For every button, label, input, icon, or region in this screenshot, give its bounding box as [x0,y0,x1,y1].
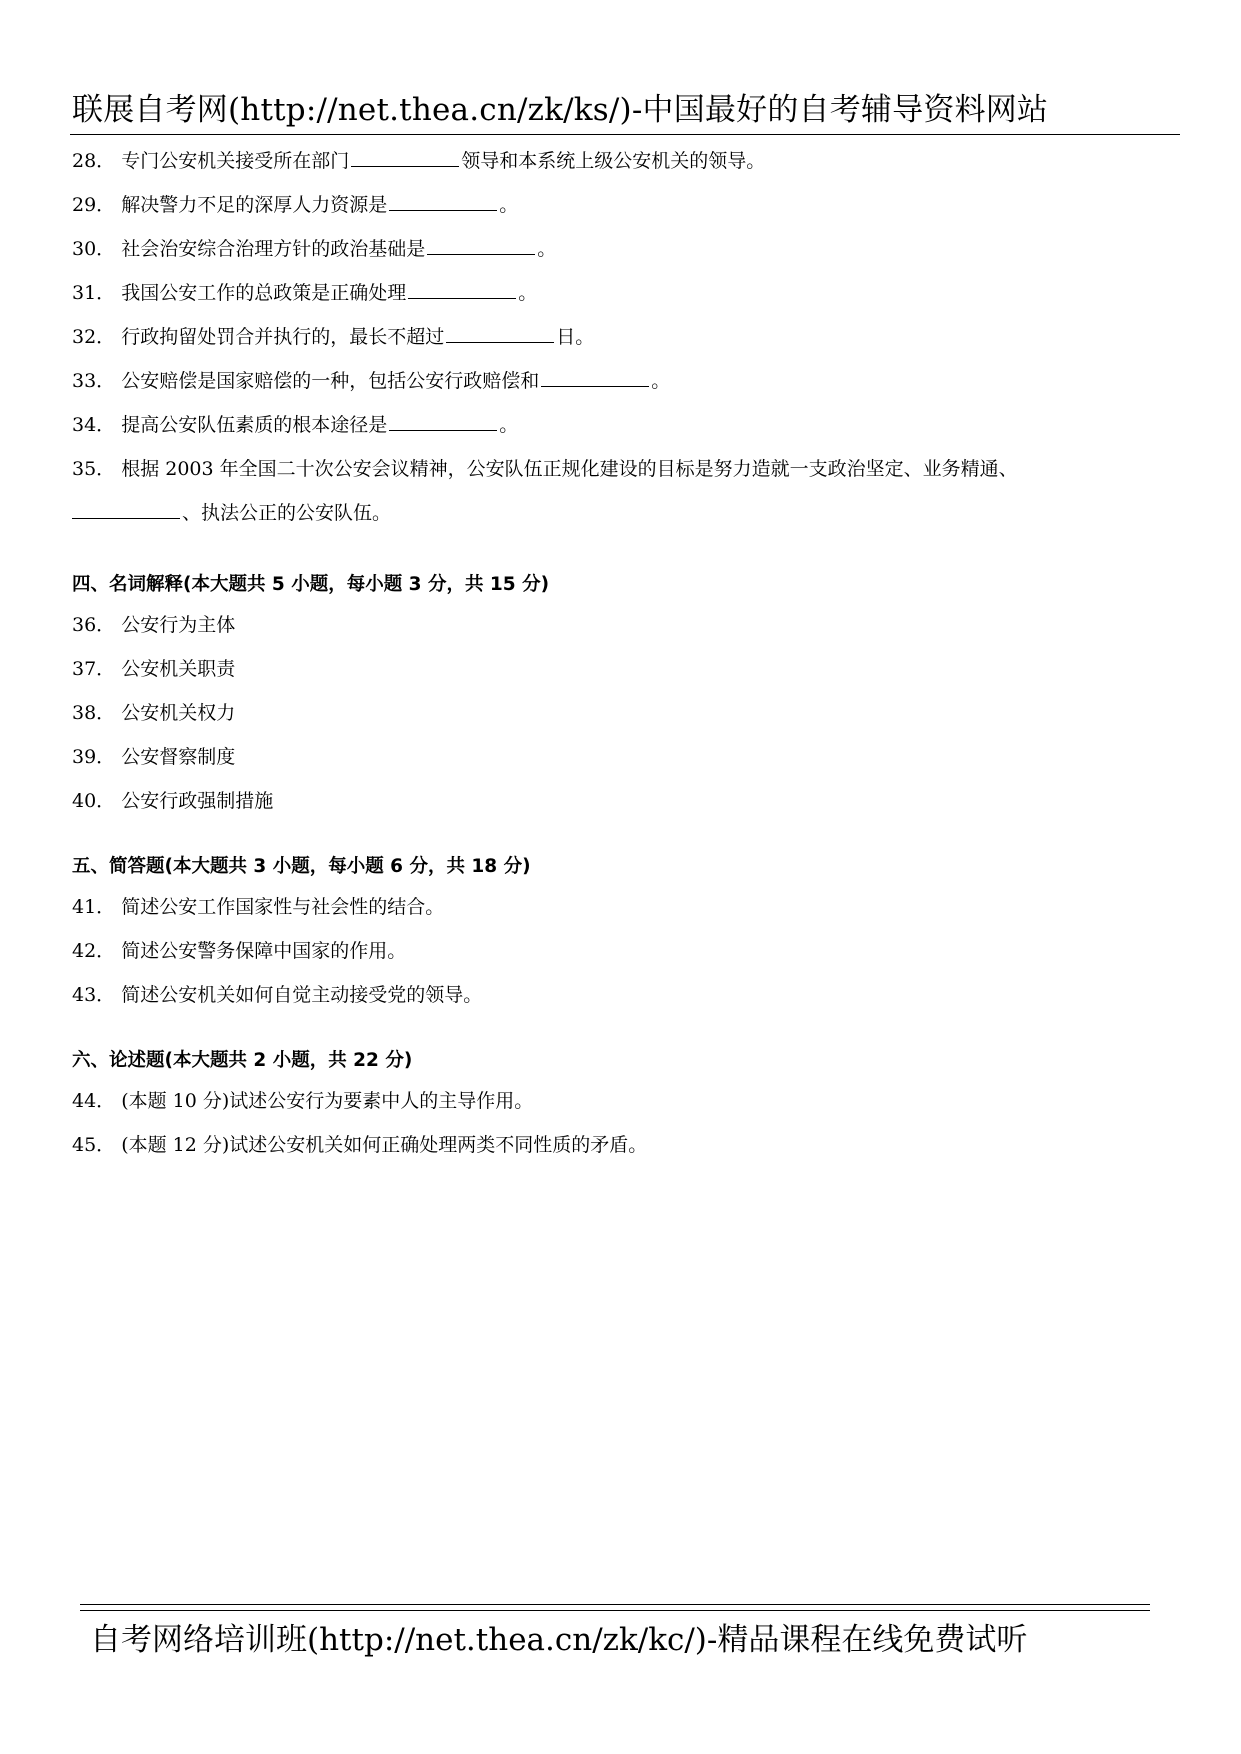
question-number: 43． [72,984,116,1006]
question-number: 45． [72,1134,116,1156]
question-28 [72,148,1182,174]
question-text: 行政拘留处罚合并执行的，最长不超过 [121,326,445,348]
question-number: 37． [72,658,116,680]
question-text: 专门公安机关接受所在部门 [121,150,350,172]
question-32 [72,324,1182,350]
answer-blank [72,500,180,519]
question-number: 33． [72,370,116,392]
short-answer-question [72,938,1182,964]
term-question [72,744,1182,770]
term-question [72,656,1182,682]
question-number: 32． [72,326,116,348]
short-answer-question [72,894,1182,920]
question-text: 我国公安工作的总政策是正确处理 [121,282,407,304]
question-number: 30． [72,238,116,260]
header-title[interactable]: 联展自考网(http://net.thea.cn/zk/ks/)-中国最好的自考辅导资料网站 [72,92,1049,128]
question-text: (本题 10 分)试述公安行为要素中人的主导作用。 [121,1090,534,1112]
section-5-title: 五、简答题(本大题共 3 小题，每小题 6 分，共 18 分) [72,856,531,877]
question-text: 公安行为主体 [121,614,236,636]
exam-content [72,148,1182,1176]
question-number: 39． [72,746,116,768]
answer-blank [389,412,497,431]
question-number: 35． [72,458,116,480]
question-text: 公安督察制度 [121,746,236,768]
question-number: 38． [72,702,116,724]
question-text-line2 [72,500,1182,526]
question-text: 简述公安工作国家性与社会性的结合。 [121,896,445,918]
footer-double-rule [80,1604,1150,1611]
question-text-end: 。 [499,414,519,436]
question-text-end: 领导和本系统上级公安机关的领导。 [461,150,766,172]
question-text: 公安机关权力 [121,702,236,724]
question-text-end: 。 [499,194,519,216]
question-number: 36． [72,614,116,636]
question-number: 34． [72,414,116,436]
question-35 [72,456,1182,526]
question-number: 41． [72,896,116,918]
question-text: 公安赔偿是国家赔偿的一种，包括公安行政赔偿和 [121,370,540,392]
question-text: 简述公安警务保障中国家的作用。 [121,940,407,962]
footer-title[interactable]: 自考网络培训班(http://net.thea.cn/zk/kc/)-精品课程在线免费试听 [90,1622,1028,1658]
question-text-end: 、执法公正的公安队伍。 [182,502,392,524]
answer-blank [427,236,535,255]
question-33 [72,368,1182,394]
question-number: 44． [72,1090,116,1112]
question-text: 公安机关职责 [121,658,236,680]
answer-blank [446,324,554,343]
term-question [72,700,1182,726]
answer-blank [408,280,516,299]
section-6-title: 六、论述题(本大题共 2 小题，共 22 分) [72,1050,413,1071]
question-number: 31． [72,282,116,304]
question-number: 28． [72,150,116,172]
question-text: 提高公安队伍素质的根本途径是 [121,414,388,436]
essay-question [72,1088,1182,1114]
page-header [70,88,1180,135]
short-answer-question [72,982,1182,1008]
question-text: (本题 12 分)试述公安机关如何正确处理两类不同性质的矛盾。 [121,1134,648,1156]
question-text: 社会治安综合治理方针的政治基础是 [121,238,426,260]
question-number: 40． [72,790,116,812]
section-4-title: 四、名词解释(本大题共 5 小题，每小题 3 分，共 15 分) [72,574,550,595]
question-number: 42． [72,940,116,962]
question-text-end: 。 [518,282,538,304]
term-question [72,612,1182,638]
question-text: 简述公安机关如何自觉主动接受党的领导。 [121,984,483,1006]
answer-blank [351,148,459,167]
question-number: 29． [72,194,116,216]
question-text-end: 。 [651,370,671,392]
term-question [72,788,1182,814]
question-text: 公安行政强制措施 [121,790,274,812]
question-text-end: 。 [537,238,557,260]
question-text: 解决警力不足的深厚人力资源是 [121,194,388,216]
question-text-end: 日。 [556,326,595,348]
question-34 [72,412,1182,438]
question-29 [72,192,1182,218]
question-30 [72,236,1182,262]
answer-blank [389,192,497,211]
question-31 [72,280,1182,306]
answer-blank [541,368,649,387]
question-text: 根据 2003 年全国二十次公安会议精神，公安队伍正规化建设的目标是努力造就一支政治坚定、业务精通、 [121,458,1018,480]
essay-question [72,1132,1182,1158]
